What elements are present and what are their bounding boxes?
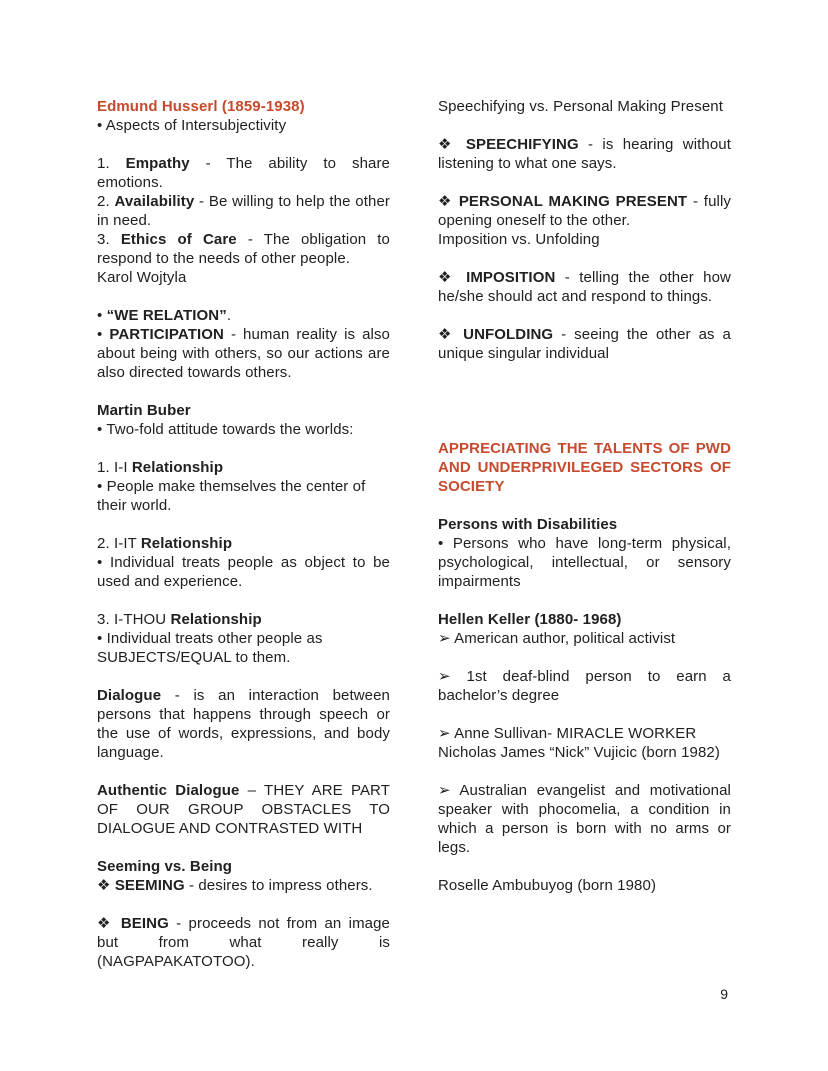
text-run: - is an interaction between persons that happens through speech or the use of words, expressions, and body language.: [97, 687, 390, 761]
paragraph: [438, 610, 731, 629]
paragraph: [97, 116, 390, 135]
paragraph: [438, 667, 731, 705]
paragraph: [97, 857, 390, 876]
bold-text-run: Relationship: [131, 459, 224, 476]
paragraph: [438, 97, 731, 116]
paragraph-spacer: [438, 116, 731, 135]
paragraph-spacer: [97, 667, 390, 686]
paragraph: [97, 401, 390, 420]
text-run: .: [226, 307, 232, 324]
paragraph: [97, 477, 390, 515]
bold-text-run: PARTICIPATION: [109, 326, 224, 343]
paragraph: [438, 515, 731, 534]
text-run: 2.: [97, 193, 115, 210]
text-run: • Two-fold attitude towards the worlds:: [97, 421, 354, 438]
text-run: ❖: [438, 136, 466, 153]
paragraph-spacer: [97, 382, 390, 401]
text-run: - seeing the other as a unique singular individual: [438, 326, 731, 362]
text-run: • People make themselves the center of their world.: [97, 478, 366, 514]
bold-text-run: UNFOLDING: [463, 326, 554, 343]
text-run: - The ability to share emotions.: [97, 155, 390, 191]
paragraph: [438, 230, 731, 249]
text-run: - desires to impress others.: [184, 877, 373, 894]
paragraph: [97, 268, 390, 287]
bold-text-run: Empathy: [125, 155, 190, 172]
page-number: 9: [720, 986, 728, 1002]
paragraph: [438, 325, 731, 363]
paragraph: [97, 914, 390, 971]
paragraph: [97, 154, 390, 192]
paragraph: [97, 610, 390, 629]
paragraph: [97, 876, 390, 895]
text-run: Speechifying vs. Personal Making Present: [438, 98, 723, 115]
text-run: Karol Wojtyla: [97, 269, 187, 286]
bold-text-run: Relationship: [140, 535, 233, 552]
text-run: 1.: [97, 155, 126, 172]
paragraph: [438, 724, 731, 743]
paragraph: [438, 781, 731, 857]
bold-text-run: Availability: [114, 193, 195, 210]
paragraph-spacer: [97, 762, 390, 781]
paragraph: [97, 534, 390, 553]
paragraph-spacer: [438, 173, 731, 192]
paragraph: [97, 629, 390, 667]
paragraph-spacer: [97, 838, 390, 857]
paragraph-spacer: [438, 705, 731, 724]
paragraph: [97, 306, 390, 325]
text-run: ❖: [438, 193, 459, 210]
bold-text-run: Seeming vs. Being: [97, 858, 233, 875]
paragraph-spacer: [438, 249, 731, 268]
text-run: 2. I-IT: [97, 535, 141, 552]
text-run: •: [97, 326, 110, 343]
paragraph-spacer: [438, 857, 731, 876]
bold-text-run: Ethics of Care: [120, 231, 237, 248]
paragraph: [438, 192, 731, 230]
paragraph-spacer: [97, 135, 390, 154]
right-column: [438, 97, 731, 971]
bold-text-run: Authentic Dialogue: [97, 782, 240, 799]
paragraph: [97, 325, 390, 382]
paragraph: [97, 686, 390, 762]
text-run: 1. I-I: [97, 459, 132, 476]
paragraph: [438, 268, 731, 306]
paragraph-spacer: [97, 287, 390, 306]
paragraph: [438, 743, 731, 762]
bold-text-run: Edmund Husserl (1859-1938): [97, 98, 305, 115]
text-run: - fully opening oneself to the other.: [438, 193, 731, 229]
text-run: Nicholas James “Nick” Vujicic (born 1982): [438, 744, 720, 761]
paragraph: [97, 458, 390, 477]
bold-text-run: Hellen Keller (1880- 1968): [438, 611, 622, 628]
text-run: Imposition vs. Unfolding: [438, 231, 600, 248]
bold-text-run: Persons with Disabilities: [438, 516, 618, 533]
text-run: - Be willing to help the other in need.: [97, 193, 390, 229]
paragraph-spacer: [97, 591, 390, 610]
text-run: - is hearing without listening to what one says.: [438, 136, 731, 172]
text-run: – THEY ARE PART OF OUR GROUP OBSTACLES TO DIALOGUE AND CONTRASTED WITH: [97, 782, 390, 837]
text-run: ❖: [438, 269, 467, 286]
section-heading: [438, 439, 731, 496]
paragraph: [97, 553, 390, 591]
paragraph-spacer: [97, 515, 390, 534]
bold-text-run: PERSONAL MAKING PRESENT: [458, 193, 688, 210]
text-run: ➢ 1st deaf-blind person to earn a bachelor’s degree: [438, 668, 731, 704]
text-run: - telling the other how he/she should act and respond to things.: [438, 269, 731, 305]
text-run: • Individual treats other people as SUBJECTS/EQUAL to them.: [97, 630, 323, 666]
bold-text-run: SEEMING: [114, 877, 185, 894]
paragraph-spacer: [438, 363, 731, 439]
paragraph: [438, 534, 731, 591]
section-heading: [97, 97, 390, 116]
paragraph-spacer: [438, 762, 731, 781]
left-column: [97, 97, 390, 971]
text-run: • Persons who have long-term physical, psychological, intellectual, or sensory impairments: [438, 535, 731, 590]
paragraph: [97, 192, 390, 230]
bold-text-run: IMPOSITION: [466, 269, 556, 286]
text-run: •: [97, 307, 107, 324]
bold-text-run: SPEECHIFYING: [465, 136, 579, 153]
text-run: ➢ Australian evangelist and motivational speaker with phocomelia, a condition in which a person is born with no arms or legs.: [438, 782, 731, 856]
paragraph-spacer: [438, 648, 731, 667]
text-run: - proceeds not from an image but from what really is (NAGPAPAKATOTOO).: [97, 915, 390, 970]
text-run: - The obligation to respond to the needs of other people.: [97, 231, 390, 267]
paragraph-spacer: [438, 591, 731, 610]
text-run: ➢ Anne Sullivan- MIRACLE WORKER: [438, 725, 697, 742]
text-run: ❖: [97, 915, 121, 932]
text-run: • Aspects of Intersubjectivity: [97, 117, 287, 134]
paragraph: [438, 876, 731, 895]
bold-text-run: Dialogue: [97, 687, 162, 704]
paragraph: [438, 629, 731, 648]
paragraph: [97, 781, 390, 838]
text-run: 3.: [97, 231, 121, 248]
paragraph-spacer: [97, 895, 390, 914]
text-run: Roselle Ambubuyog (born 1980): [438, 877, 657, 894]
bold-text-run: APPRECIATING THE TALENTS OF PWD AND UNDERPRIVILEGED SECTORS OF SOCIETY: [438, 440, 731, 495]
text-run: - human reality is also about being with others, so our actions are also directed towards others.: [97, 326, 390, 381]
text-run: ❖: [97, 877, 115, 894]
text-run: • Individual treats people as object to be used and experience.: [97, 554, 390, 590]
paragraph: [438, 135, 731, 173]
bold-text-run: “WE RELATION”: [106, 307, 227, 324]
paragraph: [97, 230, 390, 268]
bold-text-run: Martin Buber: [97, 402, 191, 419]
paragraph-spacer: [438, 306, 731, 325]
bold-text-run: Relationship: [170, 611, 262, 628]
paragraph-spacer: [438, 496, 731, 515]
text-run: ➢ American author, political activist: [438, 630, 676, 647]
bold-text-run: BEING: [120, 915, 169, 932]
page-content: [97, 97, 731, 971]
paragraph: [97, 420, 390, 439]
text-run: ❖: [438, 326, 464, 343]
paragraph-spacer: [97, 439, 390, 458]
text-run: 3. I-THOU: [97, 611, 171, 628]
